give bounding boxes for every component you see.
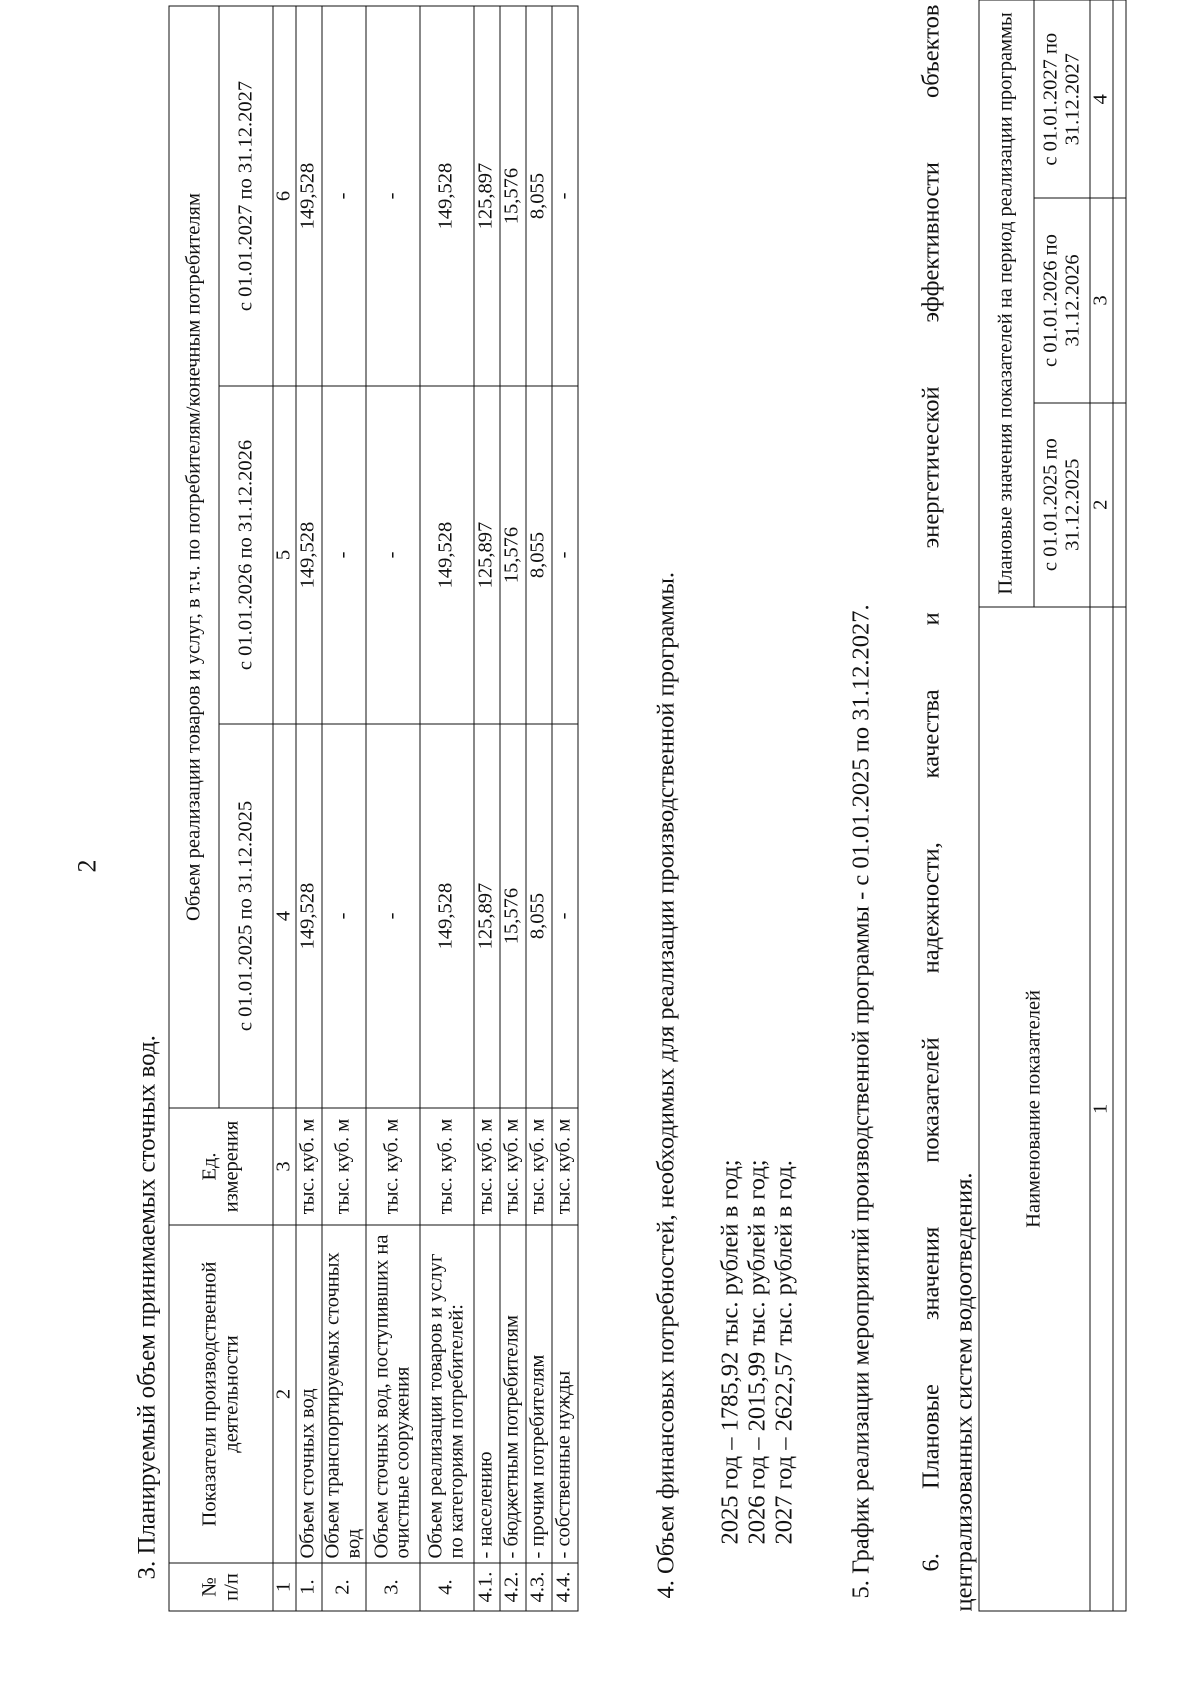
section6-word: 6. (917, 1553, 945, 1572)
row-value-2025: 15,576 (500, 724, 526, 1108)
row-num: 4.3. (526, 1563, 552, 1611)
table-row (500, 6, 526, 1611)
header-num: № п/п (169, 1563, 273, 1611)
row-name: - бюджетным потребителям (500, 1225, 526, 1563)
empty-cell (1113, 0, 1126, 198)
row-value-2026: - (322, 386, 366, 724)
row-value-2026: 149,528 (420, 386, 474, 724)
row-value-2025: 149,528 (420, 724, 474, 1108)
column-number: 1 (1090, 607, 1113, 1611)
financial-line-2025: 2025 год – 1785,92 тыс. рублей в год; (716, 1159, 744, 1545)
row-value-2026: 8,055 (526, 386, 552, 724)
header-indicator-name: Наименование показателей (979, 607, 1090, 1611)
row-num: 2. (322, 1563, 366, 1611)
financial-line-2027: 2027 год – 2622,57 тыс. рублей в год. (770, 1160, 798, 1545)
row-name: Объем сточных вод (296, 1225, 322, 1563)
row-unit: тыс. куб. м (366, 1108, 420, 1225)
column-number: 2 (273, 1225, 296, 1563)
row-value-2027: 149,528 (420, 6, 474, 386)
section4-title: 4. Объем финансовых потребностей, необходимых для реализации производственной программы. (652, 571, 680, 1599)
column-number: 4 (273, 724, 296, 1108)
section6-word: надежности, (917, 842, 945, 974)
rotated-content (1, 0, 1200, 1705)
column-number: 2 (1090, 403, 1113, 607)
header-group: Объем реализации товаров и услуг, в т.ч. по потребителям/конечным потребителям (169, 6, 219, 1108)
row-name: Объем сточных вод, поступивших на очистные сооружения (366, 1225, 420, 1563)
section6-title-line1 (918, 5, 946, 1572)
row-num: 4.4. (552, 1563, 578, 1611)
column-number: 4 (1090, 0, 1113, 198)
page-number: 2 (72, 859, 102, 873)
empty-cell (1113, 607, 1126, 1611)
row-value-2026: 149,528 (296, 386, 322, 724)
section6-word: качества (917, 689, 945, 779)
row-name: - населению (474, 1225, 500, 1563)
row-unit: тыс. куб. м (500, 1108, 526, 1225)
row-unit: тыс. куб. м (474, 1108, 500, 1225)
table-header-row (169, 6, 219, 1611)
row-value-2025: - (322, 724, 366, 1108)
column-number: 6 (273, 6, 296, 386)
row-num: 3. (366, 1563, 420, 1611)
column-number: 3 (273, 1108, 296, 1225)
header-period-2026: с 01.01.2026 по 31.12.2026 (1034, 198, 1090, 402)
table-row (1113, 0, 1126, 1611)
row-value-2025: - (552, 724, 578, 1108)
empty-cell (1113, 198, 1126, 402)
row-name: Объем транспортируемых сточных вод (322, 1225, 366, 1563)
section3-title: 3. Планируемый объем принимаемых сточных вод. (133, 1035, 161, 1580)
row-num: 4.2. (500, 1563, 526, 1611)
table-row (552, 6, 578, 1611)
row-num: 4.1. (474, 1563, 500, 1611)
row-value-2027: 125,897 (474, 6, 500, 386)
financial-line-2026: 2026 год – 2015,99 тыс. рублей в год; (743, 1159, 771, 1545)
row-unit: тыс. куб. м (296, 1108, 322, 1225)
table-row (474, 6, 500, 1611)
section6-word: Плановые (917, 1384, 945, 1490)
section6-word: эффективности (917, 161, 945, 323)
column-number-row (273, 6, 296, 1611)
row-value-2025: - (366, 724, 420, 1108)
table-row (526, 6, 552, 1611)
row-value-2025: 149,528 (296, 724, 322, 1108)
row-num: 4. (420, 1563, 474, 1611)
empty-cell (1113, 403, 1126, 607)
header-period-2026: с 01.01.2026 по 31.12.2026 (219, 386, 273, 724)
row-unit: тыс. куб. м (552, 1108, 578, 1225)
header-period-2025: с 01.01.2025 по 31.12.2025 (219, 724, 273, 1108)
wastewater-volume-table (169, 6, 579, 1612)
table-header-row (979, 0, 1034, 1611)
row-name: Объем реализации товаров и услуг по категориям потребителей: (420, 1225, 474, 1563)
header-period-2027: с 01.01.2027 по 31.12.2027 (1034, 0, 1090, 198)
row-name: - прочим потребителям (526, 1225, 552, 1563)
column-number: 3 (1090, 198, 1113, 402)
row-unit: тыс. куб. м (526, 1108, 552, 1225)
row-value-2027: - (322, 6, 366, 386)
section6-word: объектов (917, 4, 945, 99)
row-value-2025: 8,055 (526, 724, 552, 1108)
section6-title-line2: централизованных систем водоотведения. (950, 1172, 978, 1612)
section6-word: показателей (917, 1037, 945, 1163)
column-number: 1 (273, 1563, 296, 1611)
table-row (366, 6, 420, 1611)
header-unit: Ед. измерения (169, 1108, 273, 1225)
header-period-2027: с 01.01.2027 по 31.12.2027 (219, 6, 273, 386)
table-row (296, 6, 322, 1611)
header-group: Плановые значения показателей на период реализации программы (979, 0, 1034, 607)
row-value-2027: - (552, 6, 578, 386)
column-number: 5 (273, 386, 296, 724)
row-value-2026: - (366, 386, 420, 724)
row-value-2026: 15,576 (500, 386, 526, 724)
column-number-row (1090, 0, 1113, 1611)
table-row (322, 6, 366, 1611)
row-value-2025: 125,897 (474, 724, 500, 1108)
row-unit: тыс. куб. м (322, 1108, 366, 1225)
section6-word: значения (917, 1226, 945, 1321)
row-value-2027: 149,528 (296, 6, 322, 386)
header-period-2025: с 01.01.2025 по 31.12.2025 (1034, 403, 1090, 607)
row-unit: тыс. куб. м (420, 1108, 474, 1225)
row-num: 1. (296, 1563, 322, 1611)
indicators-table (979, 0, 1127, 1612)
section5-title: 5. График реализации мероприятий производственной программы - с 01.01.2025 по 31.12.2027. (847, 604, 875, 1599)
table-row (420, 6, 474, 1611)
row-value-2027: - (366, 6, 420, 386)
section6-word: и (917, 612, 945, 626)
row-value-2026: 125,897 (474, 386, 500, 724)
section6-word: энергетической (917, 386, 945, 549)
row-name: - собственные нужды (552, 1225, 578, 1563)
row-value-2027: 8,055 (526, 6, 552, 386)
row-value-2027: 15,576 (500, 6, 526, 386)
header-indicator: Показатели производственной деятельности (169, 1225, 273, 1563)
row-value-2026: - (552, 386, 578, 724)
